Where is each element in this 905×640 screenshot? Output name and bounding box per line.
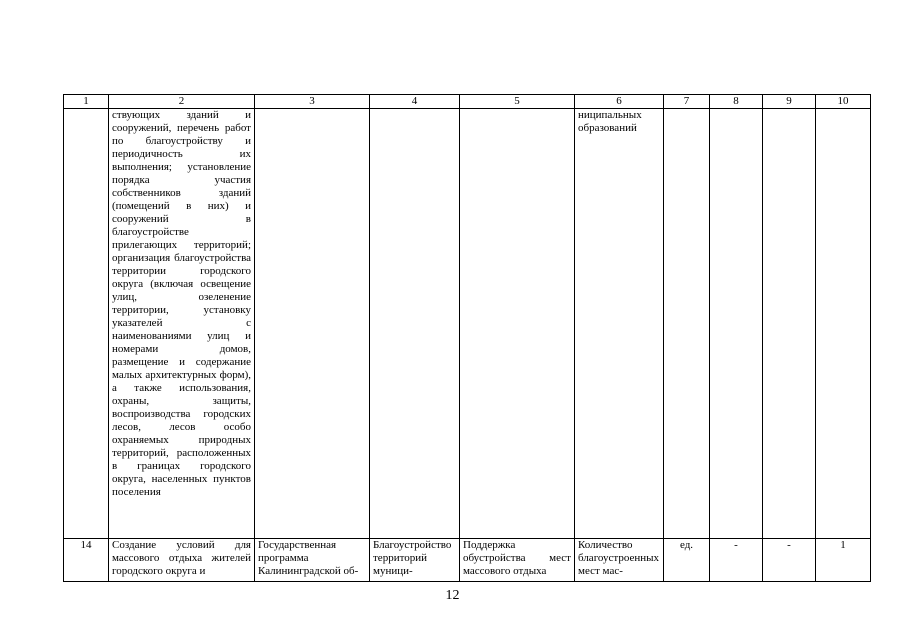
cell-measure: Поддержка обустройства мест массового отдыха bbox=[460, 539, 575, 582]
cell-empty bbox=[460, 109, 575, 539]
header-cell-1: 1 bbox=[64, 95, 109, 109]
cell-empty bbox=[816, 109, 871, 539]
header-cell-8: 8 bbox=[710, 95, 763, 109]
cell-num-empty bbox=[64, 109, 109, 539]
cell-indicator-continued: ниципальных образований bbox=[575, 109, 664, 539]
document-table bbox=[63, 94, 871, 582]
header-cell-7: 7 bbox=[664, 95, 710, 109]
cell-description-continued: ствующих зданий и сооружений, перечень работ по благоустройству и периодичность их выполнения; установление порядка участия собственников зданий (помещений в них) и сооружений в благоустройстве прилегающих территорий; организация благоустройства территории городского округа (включая освещение улиц, озеленение территории, установку указателей с наименованиями улиц и номерами домов, размещение и содержание малых архитектурных форм), а также использования, охраны, защиты, воспроизводства городских лесов, лесов особо охраняемых природных территорий, расположенных в границах городского округа, населенных пунктов поселения bbox=[109, 109, 255, 539]
cell-empty bbox=[710, 109, 763, 539]
cell-subprogram: Благоустройство территорий муници- bbox=[370, 539, 460, 582]
cell-empty bbox=[255, 109, 370, 539]
cell-value-8: - bbox=[710, 539, 763, 582]
cell-empty bbox=[664, 109, 710, 539]
header-cell-4: 4 bbox=[370, 95, 460, 109]
header-cell-6: 6 bbox=[575, 95, 664, 109]
header-cell-10: 10 bbox=[816, 95, 871, 109]
cell-unit: ед. bbox=[664, 539, 710, 582]
page-number: 12 bbox=[445, 588, 460, 603]
cell-indicator: Количество благоустроенных мест мас- bbox=[575, 539, 664, 582]
cell-empty bbox=[370, 109, 460, 539]
cell-program: Государственная программа Калининградской об- bbox=[255, 539, 370, 582]
header-cell-2: 2 bbox=[109, 95, 255, 109]
table-row-14 bbox=[64, 539, 871, 582]
header-row bbox=[64, 95, 871, 109]
header-cell-9: 9 bbox=[763, 95, 816, 109]
cell-row-number: 14 bbox=[64, 539, 109, 582]
header-cell-3: 3 bbox=[255, 95, 370, 109]
cell-value-10: 1 bbox=[816, 539, 871, 582]
table-row-continued bbox=[64, 109, 871, 539]
cell-task: Создание условий для массового отдыха жителей городского округа и bbox=[109, 539, 255, 582]
header-cell-5: 5 bbox=[460, 95, 575, 109]
cell-value-9: - bbox=[763, 539, 816, 582]
cell-empty bbox=[763, 109, 816, 539]
